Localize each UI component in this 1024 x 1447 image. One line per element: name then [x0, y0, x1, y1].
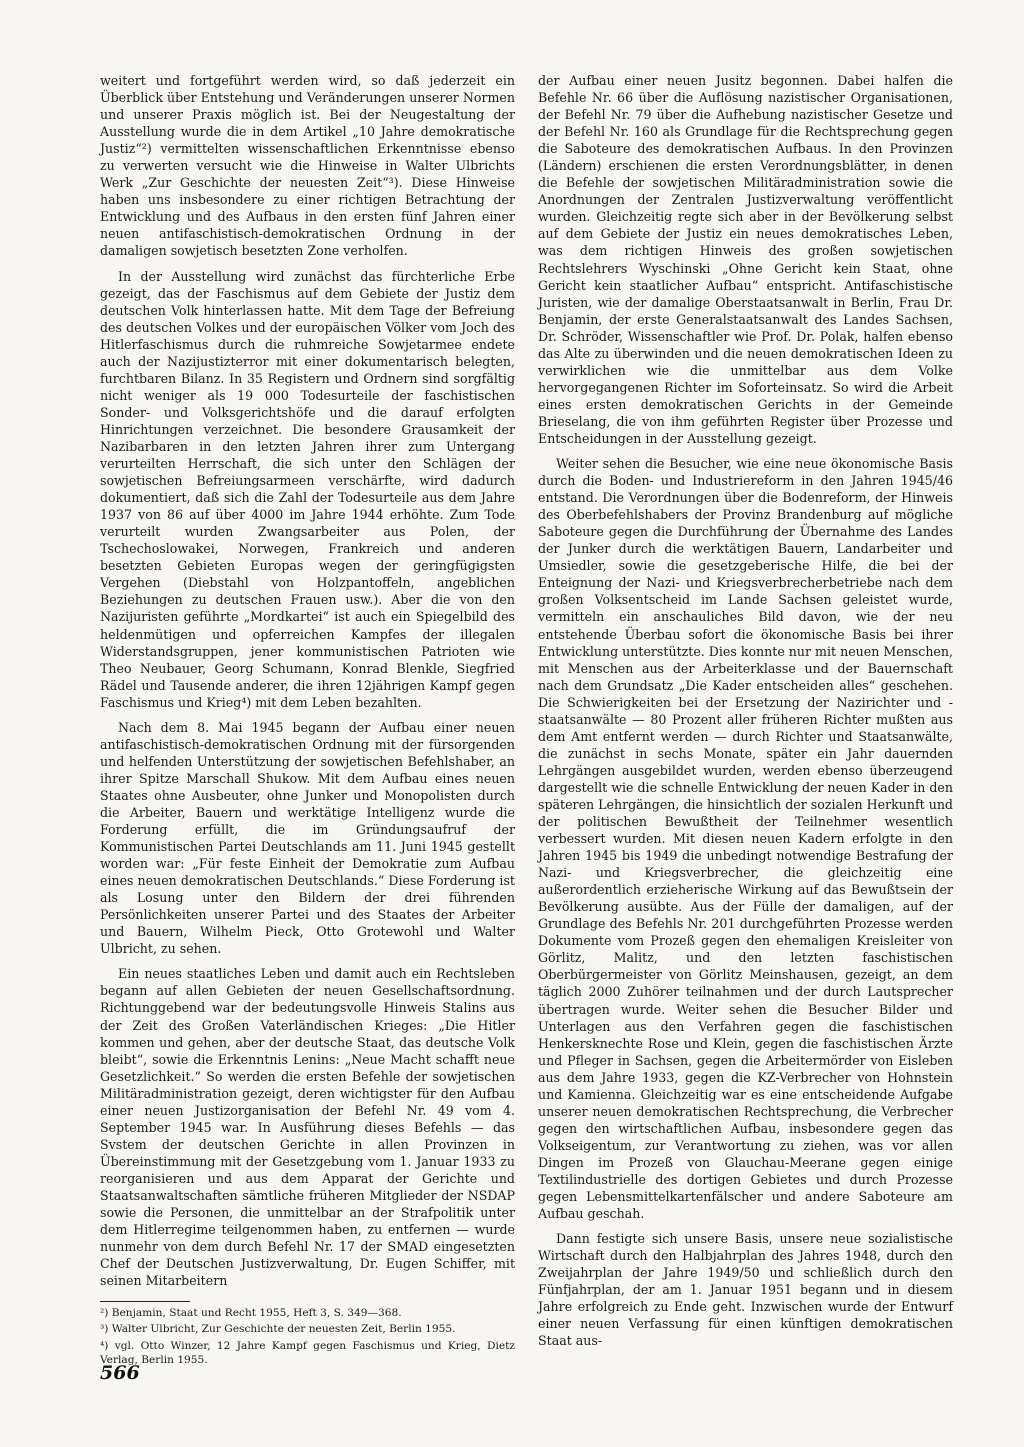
footnote: ⁴) vgl. Otto Winzer, 12 Jahre Kampf gegen Faschismus und Krieg, Dietz Verlag, Berlin 1955. — [100, 1339, 515, 1367]
paragraph: Ein neues staatliches Leben und damit auch ein Rechtsleben begann auf allen Gebieten der neuen Gesellschaftsordnung. Richtunggebend war der bedeutungsvolle Hinweis Stalins aus der Zeit des Großen Vaterländischen Krieges: „Die Hitler kommen und gehen, aber der deutsche Staat, das deutsche Volk bleibt“, sowie die Erkenntnis Lenins: „Neue Macht schafft neue Gesetzlichkeit.“ So werden die ersten Befehle der sowjetischen Militäradministration gezeigt, deren wichtigster für den Aufbau einer neuen Justizorganisation der Befehl Nr. 49 vom 4. September 1945 war. In Ausführung dieses Befehls — das Svstem der deutschen Gerichte in allen Provinzen in Übereinstimmung mit der Gesetzgebung vom 1. Januar 1933 zu reorganisieren und aus dem Apparat der Gerichte und Staatsanwaltschaften sämtliche früheren Mitglieder der NSDAP sowie die Personen, die unmittelbar an der Strafpolitik unter dem Hitlerregime teilgenommen haben, zu entfernen — wurde nunmehr von dem durch Befehl Nr. 17 der SMAD eingesetzten Chef der Deutschen Justizverwaltung, Dr. Eugen Schiffer, mit seinen Mitarbeitern — [100, 966, 515, 1289]
footnote: ²) Benjamin, Staat und Recht 1955, Heft 3, S. 349—368. — [100, 1307, 402, 1319]
footnotes — [100, 1306, 515, 1370]
footnote-divider — [100, 1301, 190, 1302]
left-column — [100, 72, 515, 1289]
page-number: 566 — [100, 1362, 140, 1384]
footnote: ³) Walter Ulbricht, Zur Geschichte der neuesten Zeit, Berlin 1955. — [100, 1323, 456, 1336]
paragraph: Dann festigte sich unsere Basis, unsere neue sozialistische Wirtschaft durch den Halbjahrplan des Jahres 1948, durch den Zweijahrplan der Jahre 1949/50 und schließlich durch den Fünfjahrplan, der am 1. Januar 1951 begann und in diesem Jahre erfolgreich zu Ende geht. Inzwischen wurde der Entwurf einer neuen Verfassung für einen künftigen demokratischen Staat aus- — [538, 1231, 953, 1349]
paragraph: In der Ausstellung wird zunächst das fürchterliche Erbe gezeigt, das der Faschismus auf dem Gebiete der Justiz dem deutschen Volk hinterlassen hatte. Mit dem Tage der Befreiung des deutschen Volkes und der europäischen Völker vom Joch des Hitlerfaschismus durch die ruhmreiche Sowjetarmee endete auch der Nazijustizterror mit einer dokumentarisch belegten, furchtbaren Bilanz. In 35 Registern und Ordnern sind sorgfältig nicht weniger als 19 000 Todesurteile der faschistischen Sonder- und Volksgerichtshöfe und die darauf erfolgten Hinrichtungen verzeichnet. Die besondere Grausamkeit der Nazibarbaren in den letzten Jahren ihrer zum Untergang verurteilten Herrschaft, die sich unter den Schlägen der sowjetischen Befreiungsarmeen verschärfte, wird dadurch dokumentiert, daß sich die Zahl der Todesurteile aus dem Jahre 1937 von 86 auf über 4000 im Jahre 1944 erhöhte. Zum Tode verurteilt wurden Zwangsarbeiter aus Polen, der Tschechoslowakei, Norwegen, Frankreich und anderen besetzten Gebieten Europas wegen der geringfügigsten Vergehen (Diebstahl von Holzpantoffeln, angeblichen Beziehungen zu deutschen Frauen usw.). Aber die von den Nazijuristen geführte „Mordkartei“ ist auch ein Spiegelbild des heldenmütigen und opferreichen Kampfes der illegalen Widerstandsgruppen, jener kommunistischen Patrioten wie Theo Neubauer, Georg Schumann, Konrad Blenkle, Siegfried Rädel und Tausende anderer, die ihren 12jährigen Kampf gegen Faschismus und Krieg⁴) mit dem Leben bezahlten. — [100, 268, 515, 710]
paragraph: weitert und fortgeführt werden wird, so daß jederzeit ein Überblick über Entstehung und Veränderungen unserer Normen und unserer Praxis möglich ist. Bei der Neugestaltung der Ausstellung wurde die in dem Artikel „10 Jahre demokratische Justiz“²) vermittelten wissenschaftlichen Erkenntnisse ebenso zu verwerten versucht wie die Hinweise in Walter Ulbrichts Werk „Zur Geschichte der neuesten Zeit“³). Diese Hinweise haben uns insbesondere zu einer richtigen Betrachtung der Entwicklung und des Aufbaus in den ersten fünf Jahren einer neuen antifaschistisch-demokratischen Ordnung in der damaligen sowjetisch besetzten Zone verholfen. — [100, 73, 515, 259]
paragraph: Nach dem 8. Mai 1945 begann der Aufbau einer neuen antifaschistisch-demokratischen Ordnung mit der fürsorgenden und helfenden Unterstützung der sowjetischen Befehlshaber, an ihrer Spitze Marschall Shukow. Mit dem Aufbau eines neuen Staates ohne Ausbeuter, ohne Junker und Monopolisten durch die Arbeiter, Bauern und werktätige Intelligenz wurde die Forderung erfüllt, die im Gründungsaufruf der Kommunistischen Partei Deutschlands am 11. Juni 1945 gestellt worden war: „Für feste Einheit der Demokratie zum Aufbau eines neuen demokratischen Deutschlands.“ Diese Forderung ist als Losung unter den Bildern der drei führenden Persönlichkeiten unserer Partei und des Staates der Arbeiter und Bauern, Wilhelm Pieck, Otto Grotewohl und Walter Ulbricht, zu sehen. — [100, 719, 515, 957]
right-column — [538, 72, 953, 1349]
paragraph: der Aufbau einer neuen Jusitz begonnen. Dabei halfen die Befehle Nr. 66 über die Auflösung nazistischer Organisationen, der Befehl Nr. 79 über die Aufhebung nazistischer Gesetze und der Befehl Nr. 160 als Grundlage für die Rechtsprechung gegen die Saboteure des demokratischen Aufbaus. In den Provinzen (Ländern) erschienen die ersten Verordnungsblätter, in denen die Befehle der sowjetischen Militäradministration sowie die Anordnungen der Zentralen Justizverwaltung veröffentlicht wurden. Gleichzeitig regte sich aber in der Bevölkerung selbst auf dem Gebiete der Justiz ein neues demokratisches Leben, was dem richtigen Hinweis des großen sowjetischen Rechtslehrers Wyschinski „Ohne Gericht kein Staat, ohne Gericht kein staatlicher Aufbau“ entspricht. Antifaschistische Juristen, wie der damalige Oberstaatsanwalt in Berlin, Frau Dr. Benjamin, der erste Generalstaatsanwalt des Landes Sachsen, Dr. Schröder, Wissenschaftler wie Prof. Dr. Polak, halfen ebenso das Alte zu überwinden und die neuen demokratischen Ideen zu verwirklichen wie die unmittelbar aus dem Volke hervorgegangenen Richter im Soforteinsatz. So wird die Arbeit eines ersten demokratischen Gerichts in der Gemeinde Brieselang, die von ihm geführten Register über Prozesse und Entscheidungen in der Ausstellung gezeigt. — [538, 73, 953, 446]
paragraph: Weiter sehen die Besucher, wie eine neue ökonomische Basis durch die Boden- und Industriereform in den Jahren 1945/46 entstand. Die Verordnungen über die Bodenreform, der Hinweis des Oberbefehlshabers der Provinz Brandenburg auf mögliche Saboteure gegen die Durchführung der Übernahme des Landes der Junker durch die werktätigen Bauern, Landarbeiter und Umsiedler, sowie die gesetzgeberische Hilfe, die bei der Enteignung der Nazi- und Kriegsverbrecherbetriebe nach dem großen Volksentscheid im Lande Sachsen geleistet wurde, vermitteln ein anschauliches Bild davon, wie der neu entstehende Überbau sofort die ökonomische Basis bei ihrer Entwicklung unterstützte. Dies konnte nur mit neuen Menschen, mit Menschen aus der Arbeiterklasse und der Bauernschaft nach dem Grundsatz „Die Kader entscheiden alles“ geschehen. Die Schwierigkeiten bei der Ersetzung der Nazirichter und -staatsanwälte — 80 Prozent aller früheren Richter mußten aus dem Amt entfernt werden — durch Richter und Staatsanwälte, die zunächst in sechs Monate, später ein Jahr dauernden Lehrgängen ausgebildet wurden, werden ebenso überzeugend dargestellt wie die schnelle Entwicklung der neuen Kader in den späteren Lehrgängen, die hinsichtlich der sozialen Herkunft und der politischen Bewußtheit der Teilnehmer wesentlich verbessert wurden. Mit diesen neuen Kadern erfolgte in den Jahren 1945 bis 1949 die unbedingt notwendige Bestrafung der Nazi- und Kriegsverbrecher, die gleichzeitig eine außerordentlich erzieherische Wirkung auf das Bewußtsein der Bevölkerung ausübte. Aus der Fülle der damaligen, auf der Grundlage des Befehls Nr. 201 durchgeführten Prozesse werden Dokumente vom Prozeß gegen den ehemaligen Kreisleiter von Görlitz, Malitz, und den letzten faschistischen Oberbürgermeister von Görlitz Meinshausen, gezeigt, an dem täglich 2000 Zuhörer teilnahmen und der durch Lautsprecher übertragen wurde. Weiter sehen die Besucher Bilder und Unterlagen aus den Verfahren gegen die faschistischen Henkersknechte Rose und Klein, gegen die faschistischen Ärzte und Pfleger in Sachsen, gegen die Arbeitermörder von Eisleben aus dem Jahre 1933, gegen die KZ-Verbrecher von Hohnstein und Kamienna. Gleichzeitig war es eine entscheidende Aufgabe unserer neuen demokratischen Rechtsprechung, die Verbrecher gegen den wirtschaftlichen Aufbau, insbesondere gegen das Volkseigentum, zur Verantwortung zu ziehen, was vor allen Dingen im Prozeß von Glauchau-Meerane gegen einige Textilindustrielle des dortigen Gebietes und durch Prozesse gegen Lebensmittelkartenfälscher und andere Saboteure am Aufbau geschah. — [538, 456, 953, 1222]
